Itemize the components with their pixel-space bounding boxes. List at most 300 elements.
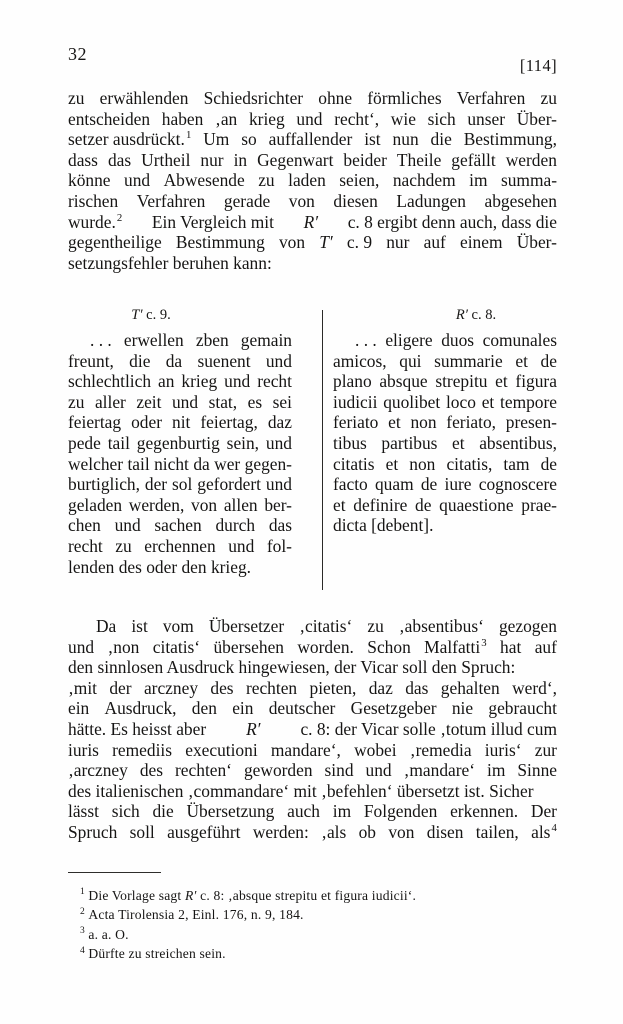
text-line [68,129,557,150]
line-segment: Ein Vergleich mit [151,211,274,232]
line-segment: Urtheil [141,149,191,170]
text-line [68,351,292,372]
line-segment: die [152,801,174,822]
text-line [68,740,557,761]
line-segment: und [265,350,292,371]
line-segment: recht [257,371,292,392]
text-line [68,170,557,191]
line-segment: gezogen [498,616,557,636]
line-segment: Über- [516,108,557,129]
line-segment: nun [392,129,419,150]
line-segment: ‚citatis‘ [299,616,353,636]
line-segment: und [224,371,251,392]
line-segment: tail [127,453,150,474]
line-segment: in [233,149,248,170]
line-segment: et [452,432,465,453]
line-segment: wer [214,453,241,474]
line-segment: des italienischen ‚commandare‘ mit ‚befehlen‘ übersetzt ist. Sicher [68,780,534,801]
line-segment: definire [353,494,408,515]
line-segment: von [191,494,218,515]
line-segment: executioni [185,739,258,760]
line-segment: loco [445,391,476,412]
text-line [68,88,557,109]
line-segment: Ausdruck, [104,698,177,719]
line-segment: übersehen [213,636,284,657]
line-segment: ‚remedia [409,739,472,760]
line-segment: iure [444,474,472,495]
line-segment: ‚mit [68,677,97,698]
line-segment: dass [68,149,98,170]
text-line [333,330,557,351]
line-segment: Theile [396,149,442,170]
line-segment: non [410,412,437,433]
line-segment: facto [333,474,368,495]
line-segment: setzungsfehler beruhen kann: [68,252,272,273]
line-segment: einem [460,232,503,253]
line-segment: und [296,108,323,129]
line-segment: wie [390,108,416,129]
line-segment: stat, [208,391,238,412]
line-segment: et [481,391,495,412]
text-line [68,678,557,699]
line-segment: Der [530,801,557,822]
line-segment: gehalten [440,677,500,698]
text-line [333,433,557,454]
line-segment: tail [107,432,130,453]
line-segment: rechten‘ [175,760,232,781]
line-segment: krieg [181,371,218,392]
line-segment: werd‘, [512,677,557,698]
line-segment: da [165,350,183,371]
line-segment: dicta [debent]. [333,515,434,536]
line-segment: tibus [333,432,367,453]
line-segment: duos [441,330,475,350]
line-segment: zu [115,535,132,556]
line-segment: burtiglich, [68,474,140,495]
line-segment: und [171,391,199,412]
line-segment: . . . [90,330,112,350]
line-segment: ‚non [107,636,140,657]
text-line [333,515,557,536]
line-segment: und [124,170,151,191]
line-segment: gebraucht [488,698,557,719]
line-segment: pieten, [309,677,357,698]
line-segment: quam [374,474,414,495]
line-segment: Gegenwart [257,149,334,170]
text-line [68,719,557,740]
line-segment: laden [288,170,326,191]
line-segment: an [158,371,175,392]
text-line [68,657,557,678]
line-segment: ‚als [321,821,347,842]
line-segment: und [68,636,95,657]
comparison-columns [68,306,557,592]
line-segment: et [333,494,346,515]
line-segment: qui [399,350,422,371]
line-segment: quolibet [383,391,441,412]
column-left-t9 [68,306,292,577]
column-left-body [68,330,292,577]
bracketed-folio-number: [114] [519,56,557,75]
line-segment: werden: [252,821,309,842]
line-segment: Verfahren [136,190,206,211]
line-segment: ‚absentibus‘ [398,616,484,636]
line-segment: lenden des oder den krieg. [68,556,252,577]
line-segment: vom [162,616,194,636]
text-line [68,253,557,274]
line-segment: freunt, [68,350,114,371]
siglum-italic: T′ [319,232,333,253]
line-segment: rechten [245,677,298,698]
line-segment: sei [272,391,292,412]
text-line [68,637,557,658]
text-line [68,557,292,578]
line-segment: sind [324,760,354,781]
line-segment: der [109,677,132,698]
column-right-body [333,330,557,536]
line-segment: geworden [243,760,313,781]
line-segment: schlechtlich [68,371,152,392]
line-segment: Übersetzung [186,801,275,822]
footnote-entry: $^1$ Die Vorlage sagt R′ c. 8: ‚absque strepitu et figura iudicii‘. [80,887,417,903]
line-segment: Schon [367,636,411,657]
line-segment: aller [94,391,126,412]
line-segment: ‚arczney [68,760,128,781]
line-segment: Um [203,129,230,150]
line-segment: ob [358,821,376,842]
text-line [68,232,557,253]
line-segment: sich [111,801,140,822]
text-line [68,822,557,843]
text-line [68,515,292,536]
line-segment: c. 8: der Vicar solle ‚totum illud cum [300,718,557,739]
line-segment: Übersetzer [208,616,285,636]
line-segment: von [288,190,315,211]
text-line [68,760,557,781]
line-segment: werden, [128,494,185,515]
line-segment: allen [223,494,258,515]
footnote-entry: $^4$ Dürfte zu streichen sein. [80,945,226,962]
text-line [333,454,557,475]
line-segment: zu [258,170,275,191]
line-segment: et [495,371,508,392]
line-segment: zeit [136,391,162,412]
line-segment: cognoscere [478,474,557,495]
text-line [68,109,557,130]
line-segment: fol- [266,535,292,556]
line-segment: de [540,350,557,371]
line-segment: amicos, [333,350,387,371]
text-line [333,351,557,372]
line-segment: erwellen [123,330,184,350]
line-segment: Abwesende [163,170,245,191]
line-segment: quaestione [439,494,514,515]
line-segment: zu [367,616,384,636]
text-line [68,392,292,413]
line-segment: iudicii [333,391,378,412]
line-segment: zur [534,739,557,760]
line-segment: soll [129,821,155,842]
line-segment: et [515,350,528,371]
line-segment: recht [68,535,103,556]
line-segment: erchennen [144,535,216,556]
text-line [68,433,292,454]
line-segment: tempore [500,391,557,412]
line-segment: Über- [516,232,557,253]
text-line [68,150,557,171]
line-segment: c. 9 [346,232,373,253]
text-line [333,412,557,433]
line-segment: krieg [248,108,285,129]
text-line [68,616,557,637]
line-segment: gemain [240,330,292,350]
line-segment: welcher [68,453,124,474]
column-right-heading: R′ c. 8. [455,307,497,323]
line-segment: remediis [112,739,173,760]
line-segment: zu [68,391,85,412]
line-segment: Folgenden [363,801,438,822]
line-segment: prae- [521,494,557,515]
line-segment: nur [386,232,410,253]
line-segment: et [385,453,399,474]
line-segment: feriato, [446,412,497,433]
line-segment: auf [423,232,446,253]
line-segment: gerade [223,190,271,211]
siglum-italic: R′ [303,211,319,232]
footnote-entry: $^2$ Acta Tirolensia 2, Einl. 176, n. 9, 184. [80,906,304,923]
footnote-entry: $^3$ a. a. O. [80,926,129,942]
line-segment: gegentheilige [68,232,162,253]
text-line [333,495,557,516]
line-segment: des [139,760,164,781]
line-segment: könne [68,170,111,191]
line-segment: die [430,129,452,150]
line-segment: mandare‘, [270,739,341,760]
line-segment: recht‘, [334,108,380,129]
line-segment: da [193,453,210,474]
line-segment: des [210,677,234,698]
line-segment-with-footnote-ref: als$^4$ [531,821,557,842]
line-segment-with-footnote-ref: Malfatti$^3$ [424,636,487,657]
line-segment: hätte. Es heisst aber [68,718,207,739]
line-segment: so [241,129,257,150]
line-segment: disen [426,821,464,842]
text-line [333,371,557,392]
text-line [68,212,557,233]
text-line [68,536,292,557]
line-segment: suenent [197,350,251,371]
line-segment: feiertag [68,412,122,433]
line-segment: seien, [339,170,380,191]
line-segment: diesen [333,190,378,211]
line-segment: comunales [482,330,557,350]
line-segment: förmliches [367,88,442,108]
line-segment: deutscher [268,698,336,719]
text-line [68,454,292,475]
text-line [333,392,557,413]
line-segment: wobei [354,739,397,760]
line-segment: zben [195,330,229,350]
line-segment: non [409,453,436,474]
line-segment: de [420,474,438,495]
line-segment: oder [131,412,163,433]
line-segment: . . . [355,330,377,350]
line-segment: citatis, [446,453,493,474]
text-line [68,474,292,495]
line-segment-with-footnote-ref: wurde.$^2$ [68,211,123,232]
line-segment: tam [503,453,530,474]
line-segment: nachdem [392,170,456,191]
line-segment: und [265,432,292,453]
line-segment: hat [500,636,522,657]
line-segment: auffallender [268,129,353,150]
running-head [68,44,557,75]
line-segment: von [388,821,415,842]
line-segment: daz [267,412,292,433]
footnote-separator-rule [68,872,161,873]
line-segment: ein [68,698,90,719]
line-segment: entscheiden [68,108,151,129]
page-number: 32 [68,44,87,64]
line-segment: sich [427,108,456,129]
text-line [68,801,557,822]
line-segment: absentibus, [479,432,557,453]
line-segment: Schiedsrichter [203,88,304,108]
line-segment: auch [287,801,320,822]
line-segment: das [107,149,132,170]
line-segment: erwählenden [99,88,189,108]
line-segment: sachen [154,515,202,536]
line-segment: und [365,760,392,781]
line-segment: pede [68,432,101,453]
line-segment: summarie [434,350,503,371]
line-segment: den sinnlosen Ausdruck hingewiesen, der Vicar soll den Spruch: [68,657,516,678]
line-segment: arczney [143,677,199,698]
line-segment: zu [68,88,85,108]
line-segment: und [114,515,141,536]
line-segment: gefordert [197,474,261,495]
line-segment: rischen [68,190,119,211]
line-segment: Bestimmung [175,232,265,253]
line-segment: auf [534,636,557,657]
paragraph-two [68,616,557,843]
line-segment: de [415,494,432,515]
line-segment: im [487,760,506,781]
line-segment: den [191,698,217,719]
line-segment: werden [505,149,557,170]
line-segment: sol [172,474,193,495]
line-segment: im [332,801,352,822]
line-segment: Ladungen [396,190,466,211]
line-segment: die [129,350,151,371]
line-segment: durch [215,515,256,536]
line-segment: unser [467,108,506,129]
line-segment: ein [232,698,254,719]
line-segment: gefällt [451,149,496,170]
line-segment: beider [343,149,387,170]
line-segment-with-footnote-ref: setzer ausdrückt.$^1$ [68,129,192,150]
line-segment: geladen [68,494,123,515]
line-segment: gegenburtig [136,432,220,453]
line-segment: sein, [226,432,260,453]
line-segment: worden. [297,636,354,657]
column-right-r8 [333,306,557,536]
line-segment: c. 8 ergibt denn auch, dass die [347,211,557,232]
line-segment: ist [131,616,148,636]
line-segment: ‚mandare‘ [403,760,476,781]
column-left-heading: T′ c. 9. [131,307,171,323]
line-segment: erkennen. [450,801,519,822]
text-line [333,474,557,495]
text-line [68,412,292,433]
text-line [68,330,292,351]
line-segment: zu [540,88,557,108]
line-segment: das [405,677,429,698]
text-line [68,191,557,212]
line-segment: von [278,232,306,253]
line-segment: Sinne [517,760,557,781]
column-divider-rule [322,310,323,590]
line-segment: presen- [505,412,557,433]
line-segment: und [265,474,292,495]
line-segment: das [268,515,292,536]
line-segment: und [228,535,255,556]
line-segment: absque [379,371,428,392]
text-line [68,698,557,719]
line-segment: partibus [381,432,438,453]
line-segment: gegen- [244,453,292,474]
line-segment: es [247,391,263,412]
text-line [68,781,557,802]
line-segment: chen [68,515,101,536]
siglum-italic: R′ [246,718,261,739]
line-segment: iuris‘ [484,739,522,760]
line-segment: feriato [333,412,379,433]
line-segment: summa- [500,170,557,191]
line-segment: tailen, [475,821,519,842]
line-segment: de [540,453,557,474]
line-segment: haben [161,108,204,129]
footnote-list [80,886,557,964]
text-line [68,495,292,516]
line-segment: citatis [333,453,375,474]
line-segment: Gesetzgeber [350,698,437,719]
line-segment: nur [200,149,224,170]
line-segment: daz [368,677,393,698]
line-segment: feiertag, [200,412,258,433]
line-segment: lässt [68,801,99,822]
line-segment: iuris [68,739,99,760]
line-segment: der [144,474,168,495]
line-segment: nie [451,698,474,719]
line-segment: nit [172,412,191,433]
line-segment: eligere [385,330,433,350]
line-segment: nicht [154,453,189,474]
line-segment: citatis‘ [152,636,201,657]
line-segment: ‚an [215,108,238,129]
line-segment: Spruch [68,821,118,842]
line-segment: ber- [264,494,292,515]
line-segment: strepitu [435,371,488,392]
line-segment: abgesehen [484,190,557,211]
line-segment: Verfahren [456,88,526,108]
text-line [68,371,292,392]
line-segment: ist [364,129,381,150]
line-segment: Bestimmung, [463,129,557,150]
line-segment: plano [333,371,372,392]
line-segment: Da [96,616,117,636]
line-segment: ohne [318,88,353,108]
